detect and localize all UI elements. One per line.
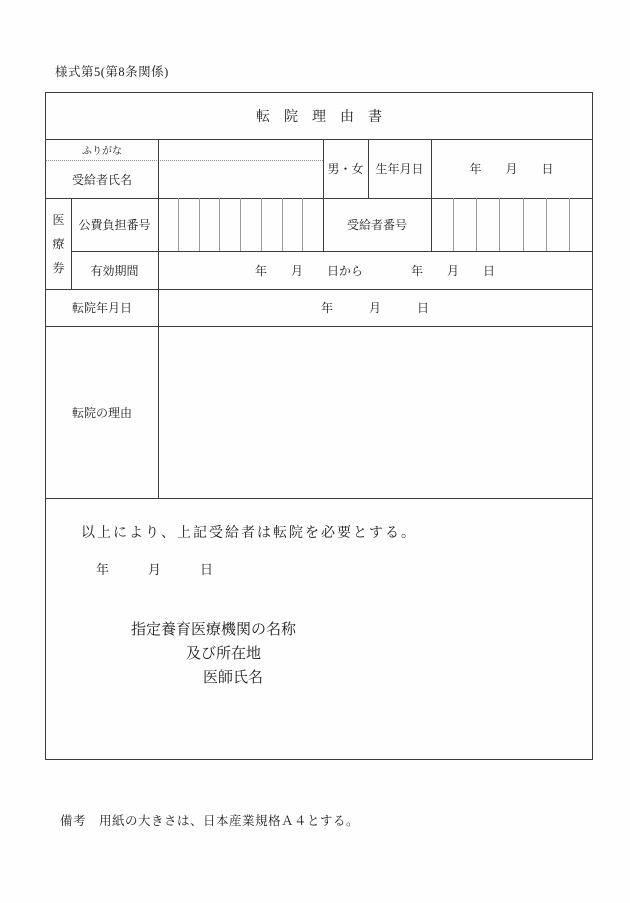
recipient-name-label: 受給者氏名 [71,172,132,187]
form-title: 転 院 理 由 書 [256,110,382,125]
closing-date-input[interactable]: 年 月 日 [96,562,214,577]
digit-box[interactable] [546,198,569,251]
recipient-number-label: 受給者番号 [346,218,407,232]
form-code: 様式第5(第8条関係) [55,65,169,79]
digit-box[interactable] [302,198,323,251]
digit-box[interactable] [431,198,453,251]
transfer-reason-label: 転院の理由 [71,405,132,420]
medical-ticket-char: 療 [52,236,65,251]
paper-size-note: 備考 用紙の大きさは、日本産業規格Ａ４とする。 [60,814,360,828]
institution-address-label: 及び所在地 [186,646,262,662]
digit-box[interactable] [476,198,499,251]
public-expense-number-label: 公費負担番号 [78,218,151,232]
doctor-name-label: 医師氏名 [203,670,264,686]
medical-ticket-char: 医 [52,212,65,227]
form-table [45,92,593,760]
sex-selector[interactable]: 男・女 [327,162,364,176]
medical-ticket-char: 券 [52,260,65,275]
public-expense-number-boxes [158,198,323,251]
institution-name-label: 指定養育医療機関の名称 [131,622,297,638]
validity-period-label: 有効期間 [90,263,139,278]
recipient-number-boxes [431,198,592,251]
digit-box[interactable] [261,198,282,251]
recipient-name-input[interactable] [158,160,323,198]
furigana-label: ふりがな [82,146,122,157]
digit-box[interactable] [178,198,199,251]
digit-box[interactable] [523,198,546,251]
birth-date-input[interactable]: 年 月 日 [469,162,554,176]
medical-ticket-label [46,198,71,289]
closing-section [46,498,592,759]
validity-period-input[interactable]: 年 月 日から 年 月 日 [254,263,495,278]
transfer-date-input[interactable]: 年 月 日 [320,301,429,315]
furigana-input[interactable] [158,139,323,160]
digit-box[interactable] [158,198,178,251]
digit-box[interactable] [219,198,240,251]
digit-box[interactable] [282,198,303,251]
digit-box[interactable] [453,198,476,251]
closing-statement: 以上により、上記受給者は転院を必要とする。 [81,526,417,541]
transfer-reason-input[interactable] [158,326,592,498]
digit-box[interactable] [240,198,261,251]
transfer-date-label: 転院年月日 [71,301,132,315]
digit-box[interactable] [499,198,522,251]
birth-date-label: 生年月日 [375,162,424,176]
digit-box[interactable] [569,198,592,251]
digit-box[interactable] [199,198,220,251]
